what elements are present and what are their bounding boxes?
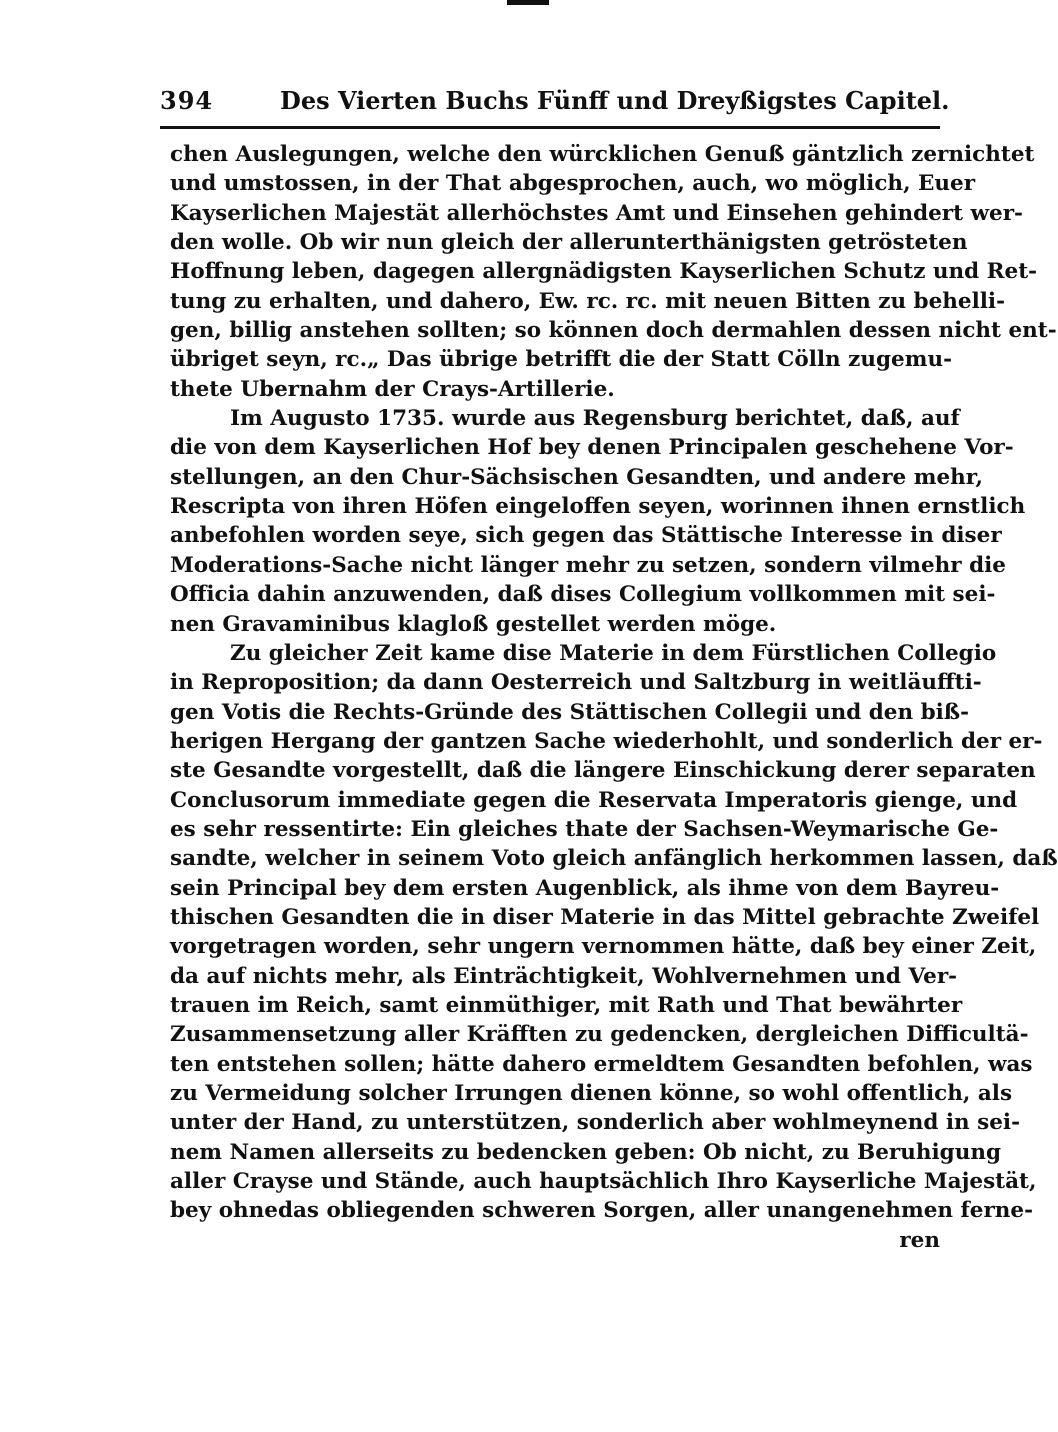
page-number: 394 (160, 86, 214, 115)
text-line: nem Namen allerseits zu bedencken geben: Ob nicht, zu Beruhigung (170, 1139, 1001, 1165)
text-line: tung zu erhalten, und dahero, Ew. rc. rc. mit neuen Bitten zu behelli- (170, 288, 1006, 314)
text-line: bey ohnedas obliegenden schweren Sorgen, aller unangenehmen ferne- (170, 1198, 1034, 1224)
text-line: trauen im Reich, samt einmüthiger, mit Rath und That bewährter (170, 992, 963, 1018)
text-line: es sehr ressentirte: Ein gleiches thate der Sachsen-Weymarische Ge- (170, 816, 999, 842)
text-line: Moderations-Sache nicht länger mehr zu setzen, sondern vilmehr die (170, 552, 1006, 578)
text-line: ste Gesandte vorgestellt, daß die längere Einschickung derer separaten (170, 758, 1036, 784)
text-line: gen Votis die Rechts-Gründe des Stättischen Collegii und den biß- (170, 699, 970, 725)
header-rule (160, 126, 940, 129)
text-line: und umstossen, in der That abgesprochen, auch, wo möglich, Euer (170, 171, 976, 197)
text-line: chen Auslegungen, welche den würcklichen Genuß gäntzlich zernichtet (170, 142, 1035, 167)
text-line: zu Vermeidung solcher Irrungen dienen könne, so wohl offentlich, als (170, 1081, 1013, 1106)
text-line: übriget seyn, rc.„ Das übrige betrifft die der Statt Cölln zugemu- (170, 347, 953, 373)
text-line: sein Principal bey dem ersten Augenblick, als ihme von dem Bayreu- (170, 875, 1000, 901)
text-line: nen Gravaminibus klagloß gestellet werden möge. (170, 611, 777, 637)
text-line: den wolle. Ob wir nun gleich der allerunterthänigsten getrösteten (170, 230, 968, 256)
text-line: unter der Hand, zu unterstützen, sonderlich aber wohlmeynend in sei- (170, 1110, 1021, 1136)
text-line: Zusammensetzung aller Kräfften zu gedencken, dergleichen Difficultä- (170, 1022, 1029, 1048)
paragraph-first-line: Im Augusto 1735. wurde aus Regensburg berichtet, daß, auf (230, 406, 960, 432)
body-text (170, 140, 1058, 1255)
text-line: herigen Hergang der gantzen Sache wiederhohlt, und sonderlich der er- (170, 728, 1043, 754)
text-line: thischen Gesandten die in diser Materie in das Mittel gebrachte Zweifel (170, 904, 1040, 930)
catchword: ren (899, 1227, 940, 1253)
page-header (160, 86, 950, 122)
text-line: Kayserlichen Majestät allerhöchstes Amt und Einsehen gehindert wer- (170, 200, 1023, 226)
text-line: anbefohlen worden seye, sich gegen das Stättische Interesse in diser (170, 523, 1002, 549)
text-line: vorgetragen worden, sehr ungern vernommen hätte, daß bey einer Zeit, (170, 934, 1037, 960)
text-line: Conclusorum immediate gegen die Reservata Imperatoris gienge, und (170, 787, 1018, 813)
text-line: in Reproposition; da dann Oesterreich und Saltzburg in weitläuffti- (170, 670, 982, 696)
text-line: Rescripta von ihren Höfen eingeloffen seyen, worinnen ihnen ernstlich (170, 494, 1026, 520)
text-line: sandte, welcher in seinem Voto gleich anfänglich herkommen lassen, daß (170, 846, 1058, 872)
text-line: da auf nichts mehr, als Einträchtigkeit, Wohlvernehmen und Ver- (170, 963, 958, 989)
text-line: die von dem Kayserlichen Hof bey denen Principalen geschehene Vor- (170, 435, 1014, 461)
running-title: Des Vierten Buchs Fünff und Dreyßigstes Capitel. (280, 86, 950, 115)
text-line: gen, billig anstehen sollten; so können doch dermahlen dessen nicht ent- (170, 318, 1057, 344)
text-line: Hoffnung leben, dagegen allergnädigsten Kayserlichen Schutz und Ret- (170, 259, 1038, 285)
text-line: aller Crayse und Stände, auch hauptsächlich Ihro Kayserliche Majestät, (170, 1169, 1037, 1195)
text-line: Officia dahin anzuwenden, daß dises Collegium vollkommen mit sei- (170, 582, 996, 608)
top-edge-mark (507, 0, 549, 5)
text-line: thete Ubernahm der Crays-Artillerie. (170, 376, 615, 402)
paragraph-first-line: Zu gleicher Zeit kame dise Materie in dem Fürstlichen Collegio (230, 640, 997, 666)
text-line: stellungen, an den Chur-Sächsischen Gesandten, und andere mehr, (170, 464, 984, 490)
text-line: ten entstehen sollen; hätte dahero ermeldtem Gesandten befohlen, was (170, 1051, 1033, 1077)
